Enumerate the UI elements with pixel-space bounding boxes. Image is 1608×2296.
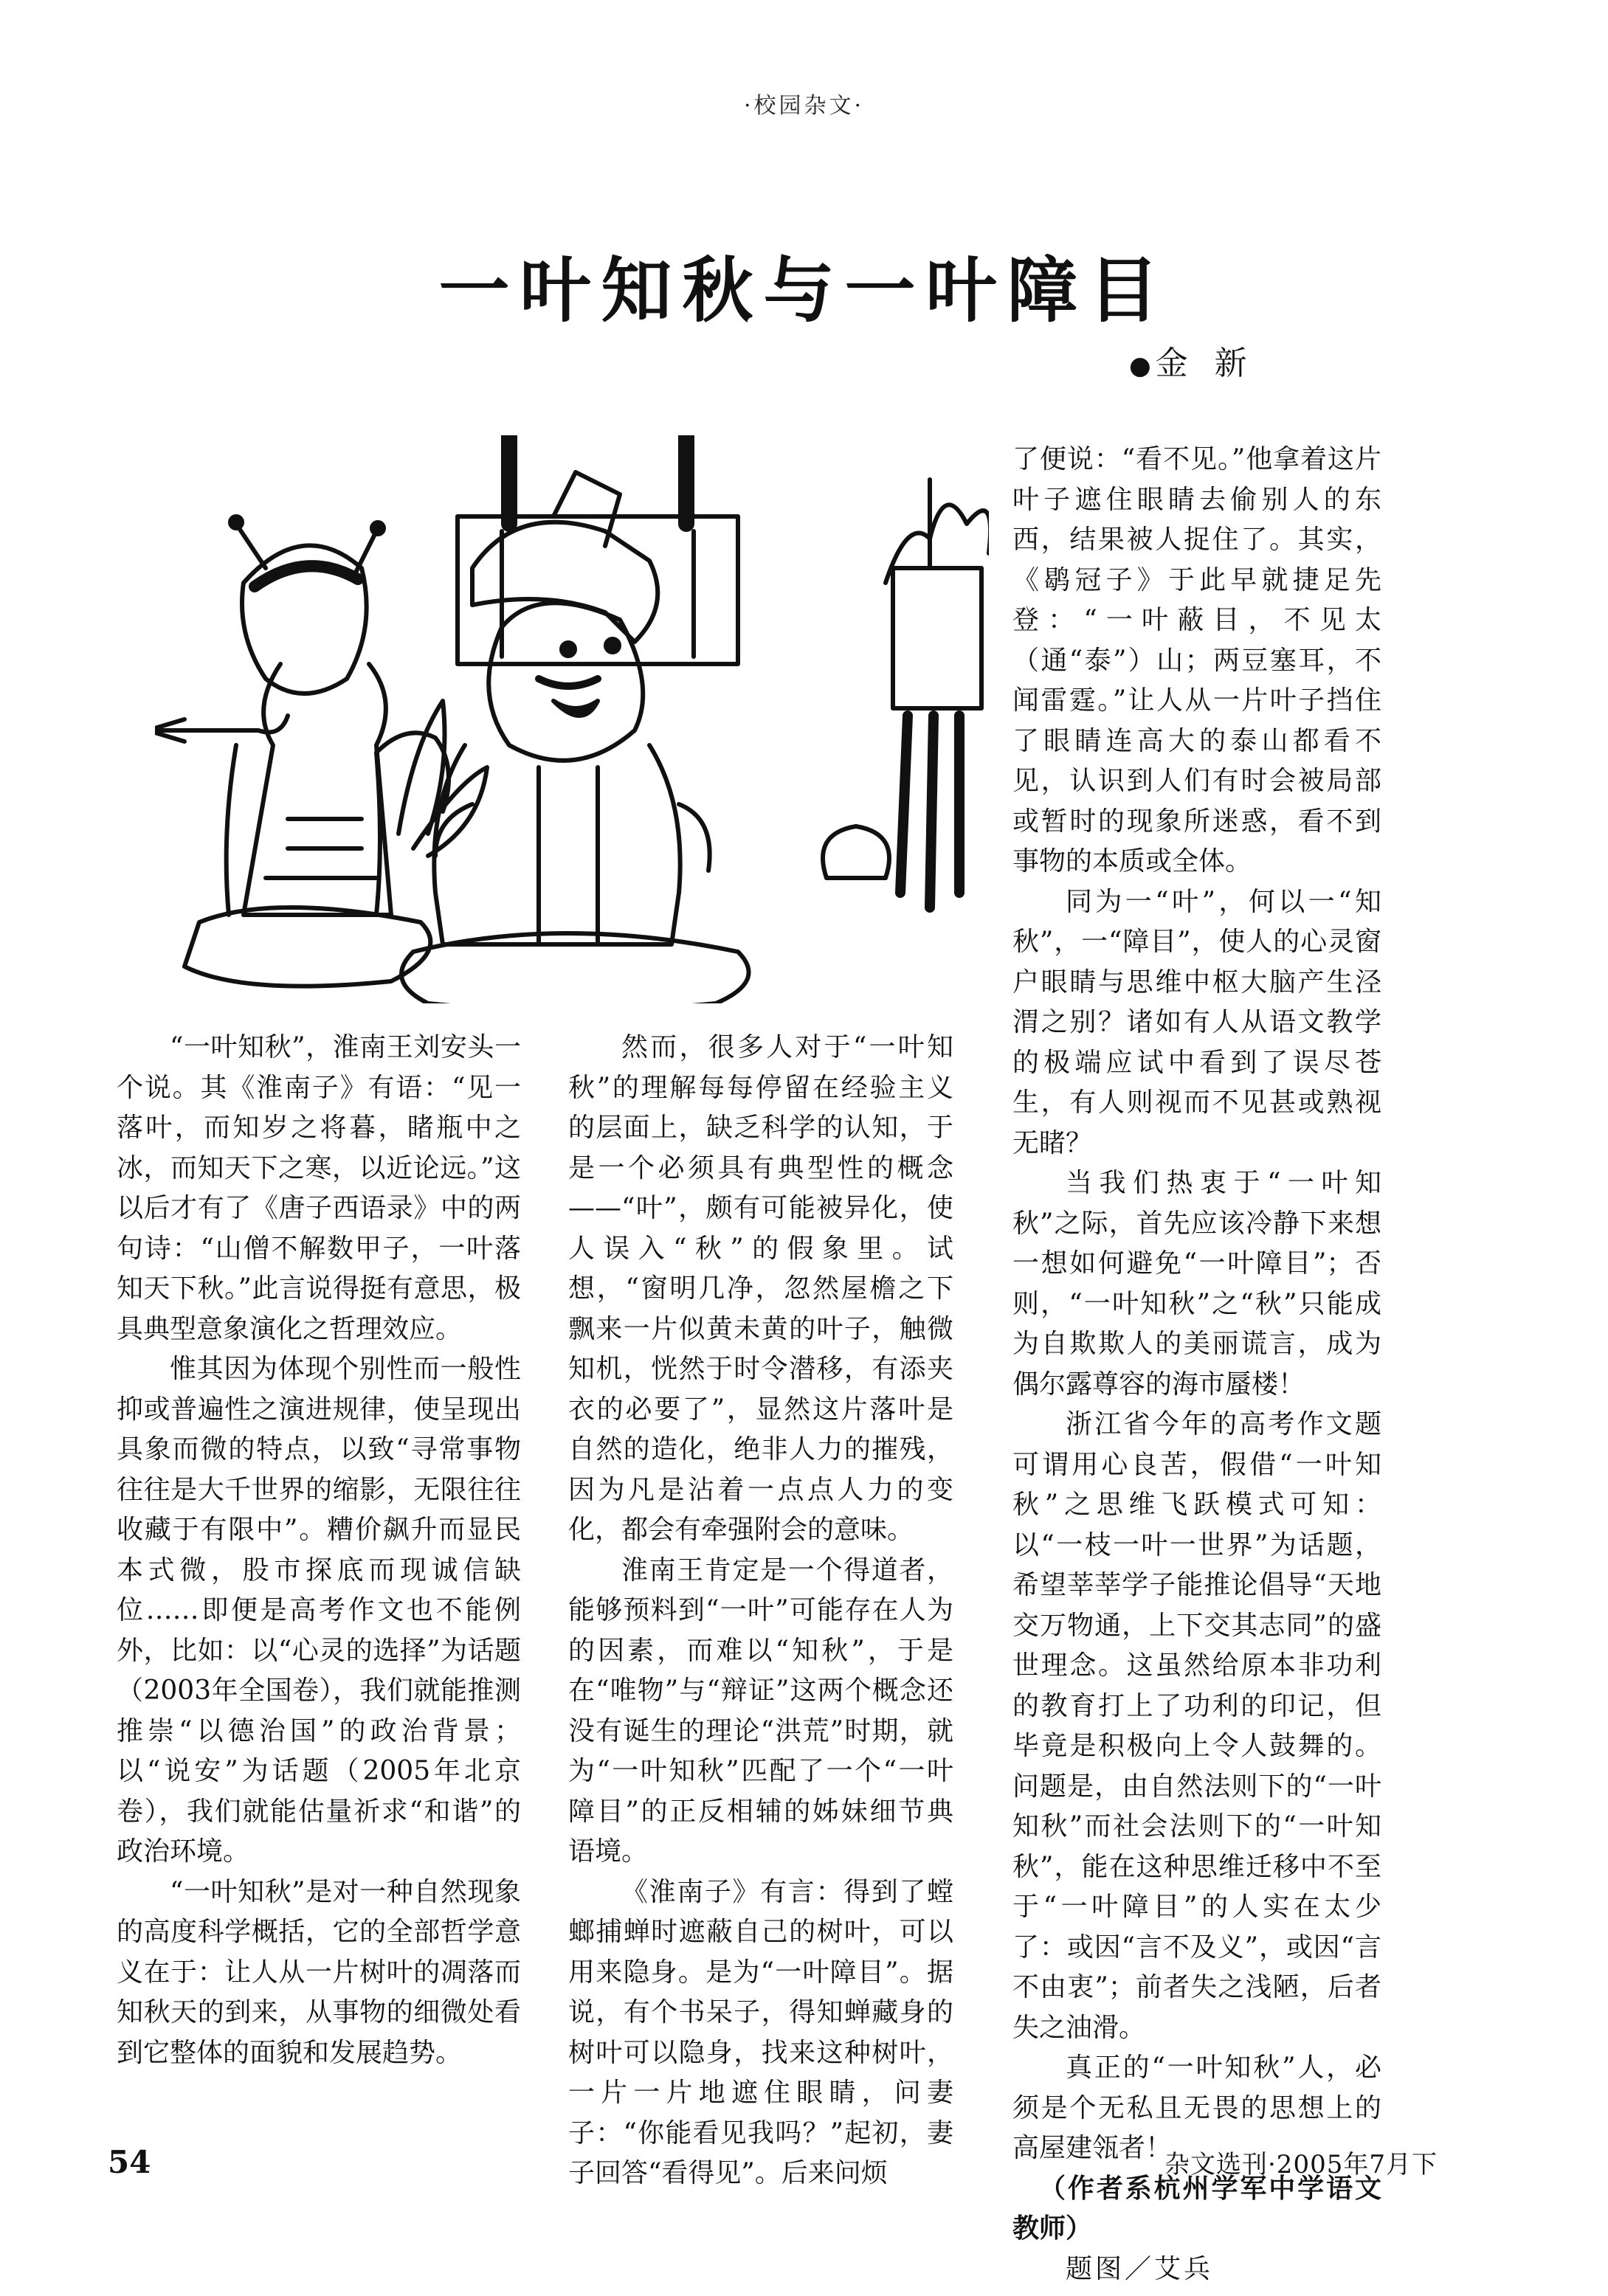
section-tag: ·校园杂文·	[743, 93, 865, 119]
article-title: 一叶知秋与一叶障目	[438, 249, 1170, 332]
paragraph: 淮南王肯定是一个得道者，能够预料到“一叶”可能存在人为的因素，而难以“知秋”，于是在“唯物”与“辩证”这两个概念还没有诞生的理论“洪荒”时期，就为“一叶知秋”匹配了一个“一叶障目”的正反相辅的姊妹细节典语境。	[568, 1555, 953, 1867]
paragraph: 《淮南子》有言：得到了螳螂捕蝉时遮蔽自己的树叶，可以用来隐身。是为“一叶障目”。据说，有个书呆子，得知蝉藏身的树叶可以隐身，找来这种树叶，一片一片地遮住眼睛，问妻子：“你能看见我吗？”起初，妻子回答“看得见”。后来问烦	[568, 1876, 953, 2188]
paragraph: 惟其因为体现个别性而一般性抑或普遍性之演进规律，使呈现出具象而微的特点，以致“寻常事物往往是大千世界的缩影，无限往往收藏于有限中”。糟价飙升而显民本式微，股市探底而现诚信缺位……即便是高考作文也不能例外，比如：以“心灵的选择”为话题（2003年全国卷），我们就能推测推崇“以德治国”的政治背景；以“说安”为话题（2005年北京卷），我们就能估量祈求“和谐”的政治环境。	[117, 1354, 521, 1867]
paragraph: 然而，很多人对于“一叶知秋”的理解每每停留在经验主义的层面上，缺乏科学的认知，于是一个必须具有典型性的概念——“叶”，颇有可能被异化，使人误入“秋”的假象里。试想，“窗明几净，忽然屋檐之下飘来一片似黄未黄的叶子，触微知机，恍然于时令潜移，有添夹衣的必要了”，显然这片落叶是自然的造化，绝非人力的摧残，因为凡是沾着一点点人力的变化，都会有牵强附会的意味。	[568, 1032, 953, 1545]
paragraph: 真正的“一叶知秋”人，必须是个无私且无畏的思想上的高屋建瓴者！	[1012, 2053, 1381, 2163]
paragraph: 了便说：“看不见。”他拿着这片叶子遮住眼睛去偷别人的东西，结果被人捉住了。其实，《鹖冠子》于此早就捷足先登：“一叶蔽目，不见太（通“泰”）山；两豆塞耳，不闻雷霆。”让人从一片叶子挡住了眼睛连高大的泰山都看不见，认识到人们有时会被局部或暂时的现象所迷惑，看不到事物的本质或全体。	[1012, 444, 1381, 876]
author-bullet-icon: ●	[1129, 351, 1151, 381]
paragraph: 浙江省今年的高考作文题可谓用心良苦，假借“一叶知秋”之思维飞跃模式可知：以“一枝一叶一世界”为话题，希望莘莘学子能推论倡导“天地交万物通，上下交其志同”的盛世理念。这虽然给原本非功利的教育打上了功利的印记，但毕竟是积极向上令人鼓舞的。问题是，由自然法则下的“一叶知秋”而社会法则下的“一叶知秋”，能在这种思维迁移中不至于“一叶障目”的人实在太少了：或因“言不及义”，或因“言不由衷”；前者失之浅陋，后者失之油滑。	[1012, 1409, 1381, 2043]
author-name: 金新	[1155, 345, 1274, 382]
author-line	[1129, 336, 1350, 384]
text-column-left	[117, 1028, 521, 2073]
paragraph: 当我们热衷于“一叶知秋”之际，首先应该冷静下来想一想如何避免“一叶障目”；否则，“一叶知秋”之“秋”只能成为自欺欺人的美丽谎言，成为偶尔露尊容的海市蜃楼！	[1012, 1168, 1381, 1400]
magazine-issue: 杂文选刊·2005年7月下	[1164, 2150, 1438, 2179]
paragraph: “一叶知秋”，淮南王刘安头一个说。其《淮南子》有语：“见一落叶，而知岁之将暮，睹瓶中之冰，而知天下之寒，以近论远。”这以后才有了《唐子西语录》中的两句诗：“山僧不解数甲子，一叶落知天下秋。”此言说得挺有意思，极具典型意象演化之哲理效应。	[117, 1032, 521, 1344]
paragraph: “一叶知秋”是对一种自然现象的高度科学概括，它的全部哲学意义在于：让人从一片树叶的凋落而知秋天的到来，从事物的细微处看到它整体的面貌和发展趋势。	[117, 1876, 521, 2068]
text-column-right	[1012, 440, 1381, 2289]
illustration	[155, 435, 989, 1003]
page-number: 54	[108, 2144, 151, 2180]
illustration-credit: 题图／艾兵	[1066, 2253, 1214, 2284]
text-column-middle	[568, 1028, 953, 2194]
author-note: （作者系杭州学军中学语文教师）	[1012, 2173, 1381, 2244]
paragraph: 同为一“叶”，何以一“知秋”，一“障目”，使人的心灵窗户眼睛与思维中枢大脑产生泾渭之别？诸如有人从语文教学的极端应试中看到了误尽苍生，有人则视而不见甚或熟视无睹？	[1012, 886, 1381, 1158]
